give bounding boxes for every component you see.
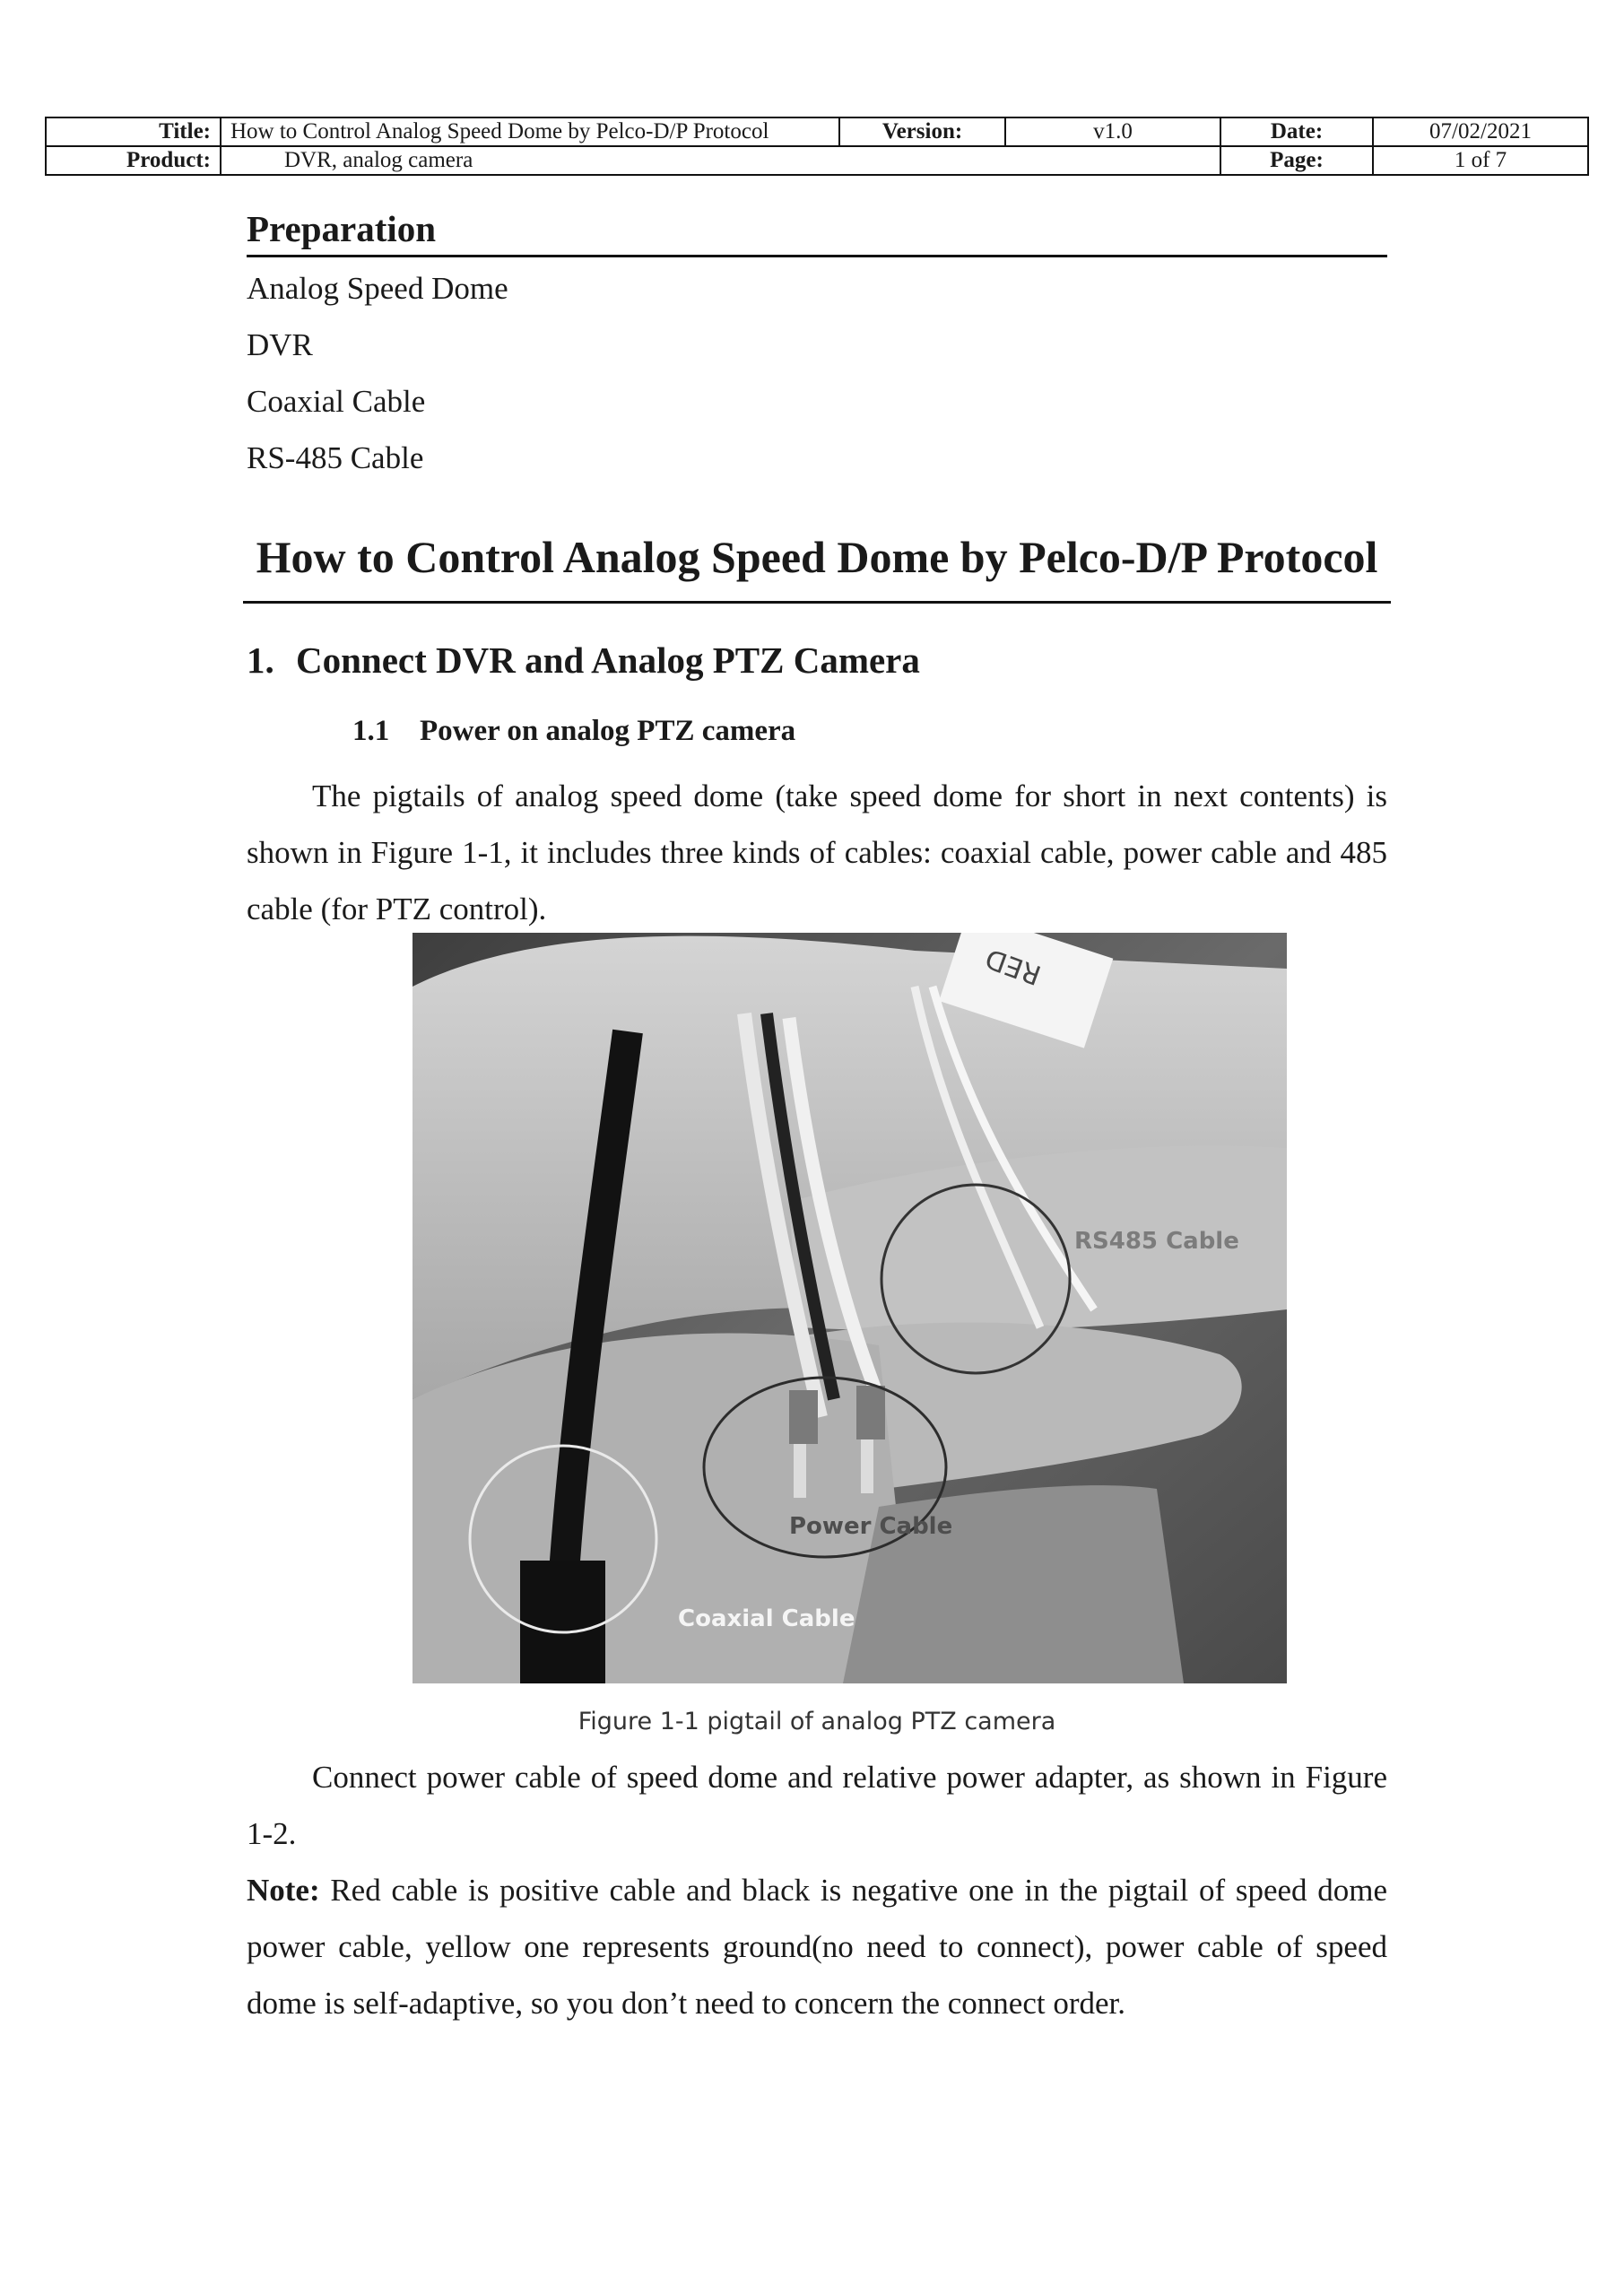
product-value: DVR, analog camera: [221, 146, 1220, 175]
title-label: Title:: [46, 117, 221, 146]
section-1-1-heading: [352, 709, 795, 753]
tag-text: RED: [981, 941, 1046, 991]
note-paragraph: [247, 1862, 1387, 2031]
date-label: Date:: [1220, 117, 1373, 146]
version-value: v1.0: [1005, 117, 1220, 146]
date-value: 07/02/2021: [1373, 117, 1588, 146]
preparation-list: [247, 260, 508, 486]
power-connect-paragraph: Connect power cable of speed dome and relative power adapter, as shown in Figure 1-2.: [247, 1760, 1387, 1851]
preparation-item: Analog Speed Dome: [247, 271, 508, 306]
title-value: How to Control Analog Speed Dome by Pelco-D/P Protocol: [221, 117, 839, 146]
section-1-number: 1.: [247, 639, 274, 681]
section-1-title: Connect DVR and Analog PTZ Camera: [296, 639, 920, 681]
page-value: 1 of 7: [1373, 146, 1588, 175]
page-label: Page:: [1220, 146, 1373, 175]
pigtail-photo: [413, 933, 1287, 1683]
version-label: Version:: [839, 117, 1005, 146]
header-row-product: [46, 146, 1588, 175]
section-1-1-title: Power on analog PTZ camera: [420, 715, 796, 747]
preparation-item: Coaxial Cable: [247, 384, 426, 419]
note-label: Note:: [247, 1873, 320, 1908]
product-label: Product:: [46, 146, 221, 175]
preparation-heading: Preparation: [247, 206, 1387, 257]
section-1-heading: [247, 633, 920, 687]
header-row-title: [46, 117, 1588, 146]
document-title: How to Control Analog Speed Dome by Pelco-D/P Protocol: [243, 526, 1391, 604]
figure-caption: Figure 1-1 pigtail of analog PTZ camera: [578, 1708, 1056, 1735]
note-text: Red cable is positive cable and black is negative one in the pigtail of speed dome power cable, yellow one represents ground(no need to connect), power cable of speed dome is self-adaptive, so you don’t need to concern the connect order.: [247, 1873, 1387, 2021]
coaxial-callout-label: Coaxial Cable: [678, 1605, 855, 1632]
preparation-item: RS-485 Cable: [247, 440, 424, 475]
section-1-1-number: 1.1: [352, 715, 390, 747]
preparation-item: DVR: [247, 327, 313, 362]
rs485-callout-label: RS485 Cable: [1074, 1228, 1239, 1255]
pigtail-paragraph: The pigtails of analog speed dome (take speed dome for short in next contents) is shown in Figure 1-1, it includes three kinds of cables: coaxial cable, power cable and 485 cable (for PTZ control).: [247, 778, 1387, 926]
document-header-table: [45, 117, 1589, 176]
power-callout-label: Power Cable: [789, 1513, 953, 1540]
